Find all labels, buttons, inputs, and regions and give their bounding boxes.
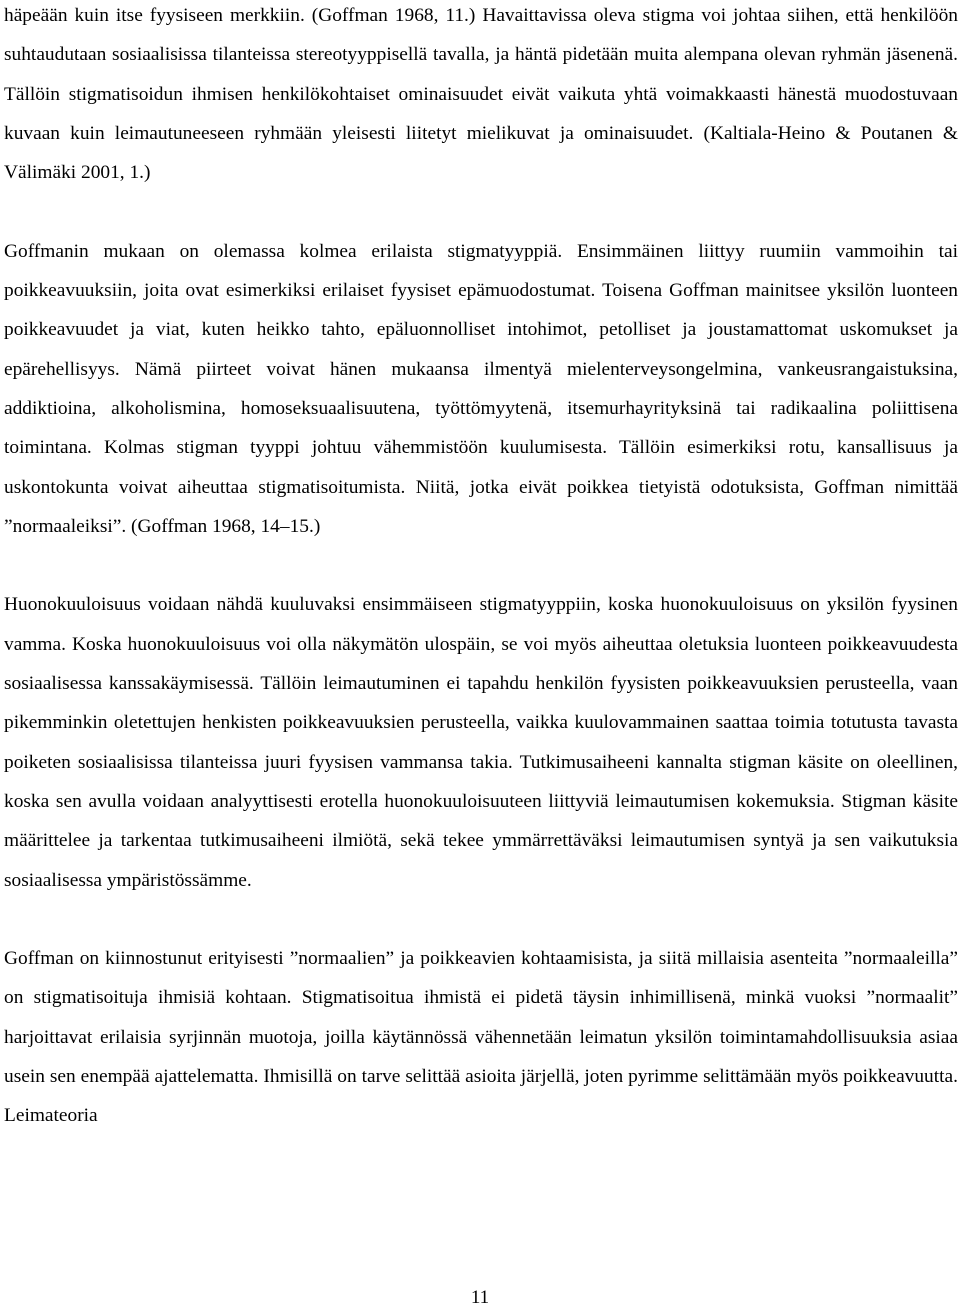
paragraph-stigma-perception: häpeään kuin itse fyysiseen merkkiin. (Goffman 1968, 11.) Havaittavissa oleva stigma voi johtaa siihen, että henkilöön suhtaudutaan sosiaalisissa tilanteissa stereotyyppisellä tavalla, ja häntä pidetään muita alempana olevan ryhmän jäsenenä. Tällöin stigmatisoidun ihmisen henkilökohtaiset ominaisuudet eivät vaikuta yhtä voimakkaasti hänestä muodostuvaan kuvaan kuin leimautuneeseen ryhmään yleisesti liitetyt mielikuvat ja ominaisuudet. (Kaltiala-Heino & Poutanen & Välimäki 2001, 1.) — [4, 5, 958, 184]
paragraph-normals-encounters: Goffman on kiinnostunut erityisesti ”normaalien” ja poikkeavien kohtaamisista, ja siitä millaisia asenteita ”normaaleilla” on stigmatisoituja ihmisiä kohtaan. Stigmatisoitua ihmistä ei pidetä täysin inhimillisenä, minkä vuoksi ”normaalit” harjoittavat erilaisia syrjinnän muotoja, joilla käytännössä vähennetään leimatun yksilön toimintamahdollisuuksia asiaa usein sen enempää ajattelematta. Ihmisillä on tarve selittää asioita järjellä, joten pyrimme selittämään myös poikkeavuutta. Leimateoria — [4, 948, 958, 1127]
paragraph-stigma-types: Goffmanin mukaan on olemassa kolmea erilaista stigmatyyppiä. Ensimmäinen liittyy ruumiin vammoihin tai poikkeavuuksiin, joita ovat esimerkiksi erilaiset fyysiset epämuodostumat. Toisena Goffman mainitsee yksilön luonteen poikkeavuudet ja viat, kuten heikko tahto, epäluonnolliset intohimot, petolliset ja joustamattomat uskomukset ja epärehellisyys. Nämä piirteet voivat hänen mukaansa ilmentyä mielenterveysongelmina, vankeusrangaistuksina, addiktioina, alkoholismina, homoseksuaalisuutena, työttömyytenä, itsemurhayrityksinä tai radikaalina poliittisena toimintana. Kolmas stigman tyyppi johtuu vähemmistöön kuulumisesta. Tällöin esimerkiksi rotu, kansallisuus ja uskontokunta voivat aiheuttaa stigmatisoitumista. Niitä, jotka eivät poikkea tietyistä odotuksista, Goffman nimittää ”normaaleiksi”. (Goffman 1968, 14–15.) — [4, 240, 958, 537]
paragraph-hearing-impairment: Huonokuuloisuus voidaan nähdä kuuluvaksi ensimmäiseen stigmatyyppiin, koska huonokuuloisuus on yksilön fyysinen vamma. Koska huonokuuloisuus voi olla näkymätön ulospäin, se voi myös aiheuttaa oletuksia luonteen poikkeavuudesta sosiaalisessa kanssakäymisessä. Tällöin leimautuminen ei tapahdu henkilön fyysisten poikkeavuuksien perusteella, vaan pikemminkin oletettujen henkisten poikkeavuuksien perusteella, vaikka kuulovammainen saattaa toimia totutusta tavasta poiketen sosiaalisissa tilanteissa juuri fyysisen vammansa takia. Tutkimusaiheeni kannalta stigman käsite on oleellinen, koska sen avulla voidaan analyyttisesti erotella huonokuuloisuuteen liittyviä leimautumisen kokemuksia. Stigman käsite määrittelee ja tarkentaa tutkimusaiheeni ilmiötä, sekä tekee ymmärrettäväksi leimautumisen syntyä ja sen vaikutuksia sosiaalisessa ympäristössämme. — [4, 594, 958, 891]
document-page — [4, 0, 958, 1136]
page-number: 11 — [470, 1287, 490, 1308]
